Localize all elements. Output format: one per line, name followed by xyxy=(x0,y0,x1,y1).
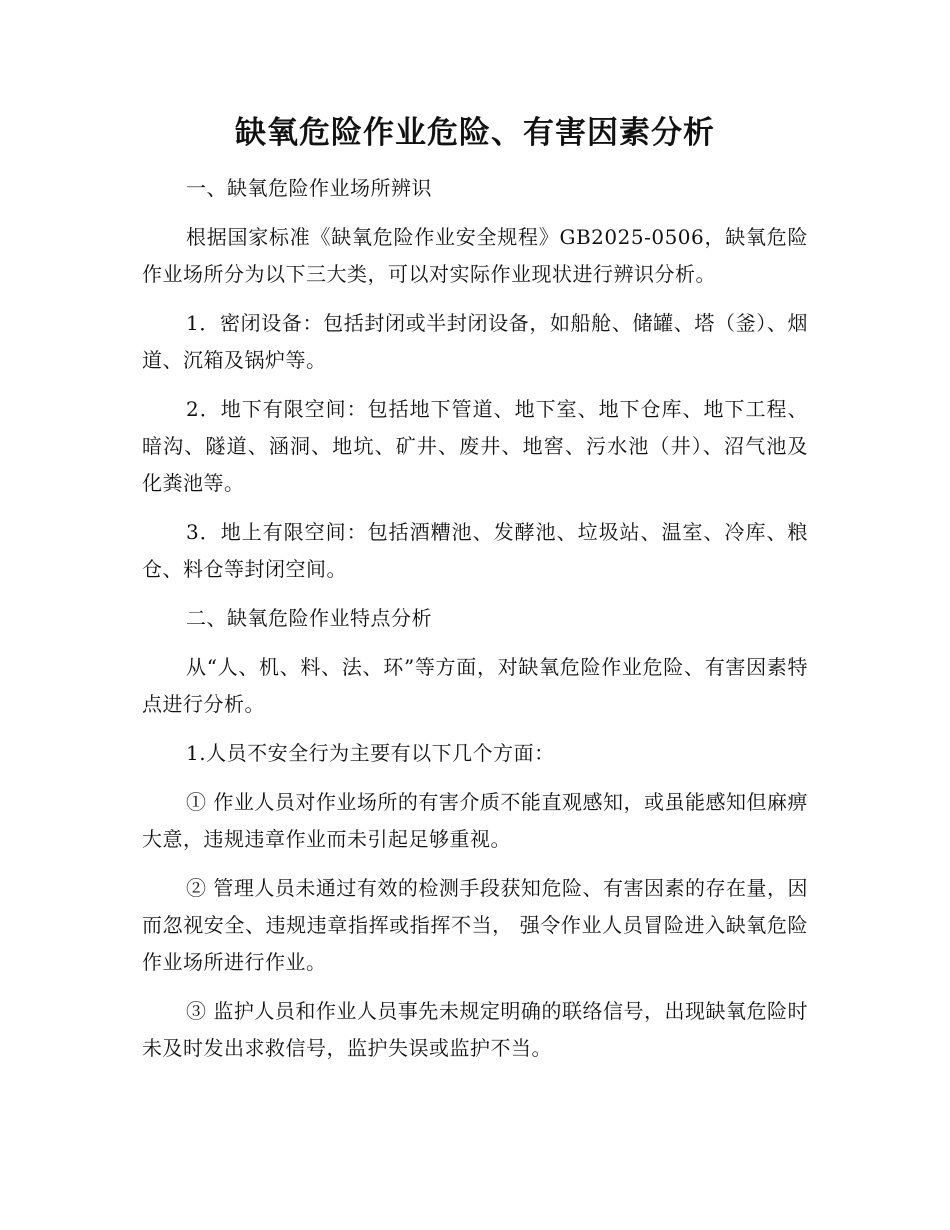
list-item: 1．密闭设备：包括封闭或半封闭设备，如船舱、储罐、塔（釜）、烟道、沉箱及锅炉等。 xyxy=(142,311,808,372)
list-item: ② 管理人员未通过有效的检测手段获知危险、有害因素的存在量，因而忽视安全、违规违章指挥或指挥不当， 强令作业人员冒险进入缺氧危险作业场所进行作业。 xyxy=(142,876,808,974)
list-item: ③ 监护人员和作业人员事先未规定明确的联络信号，出现缺氧危险时未及时发出求救信号，监护失误或监护不当。 xyxy=(142,999,808,1060)
section-heading-2: 二、缺氧危险作业特点分析 xyxy=(186,606,432,630)
list-item: ① 作业人员对作业场所的有害介质不能直观感知，或虽能感知但麻痹大意，违规违章作业而未引起足够重视。 xyxy=(142,790,808,851)
paragraph: 从“人、机、料、法、环”等方面，对缺氧危险作业危险、有害因素特点进行分析。 xyxy=(142,655,808,716)
document-body xyxy=(142,170,808,1079)
document-title: 缺氧危险作业危险、有害因素分析 xyxy=(235,115,715,151)
list-item: 3．地上有限空间：包括酒糟池、发酵池、垃圾站、温室、冷库、粮仓、料仓等封闭空间。 xyxy=(142,520,808,581)
list-item: 2．地下有限空间：包括地下管道、地下室、地下仓库、地下工程、暗沟、隧道、涵洞、地坑、矿井、废井、地窖、污水池（井）、沼气池及化粪池等。 xyxy=(142,397,808,495)
paragraph: 根据国家标准《缺氧危险作业安全规程》GB2025-0506，缺氧危险作业场所分为以下三大类，可以对实际作业现状进行辨识分析。 xyxy=(142,225,808,286)
sub-heading: 1.人员不安全行为主要有以下几个方面： xyxy=(186,741,555,765)
section-heading-1: 一、缺氧危险作业场所辨识 xyxy=(186,176,432,200)
